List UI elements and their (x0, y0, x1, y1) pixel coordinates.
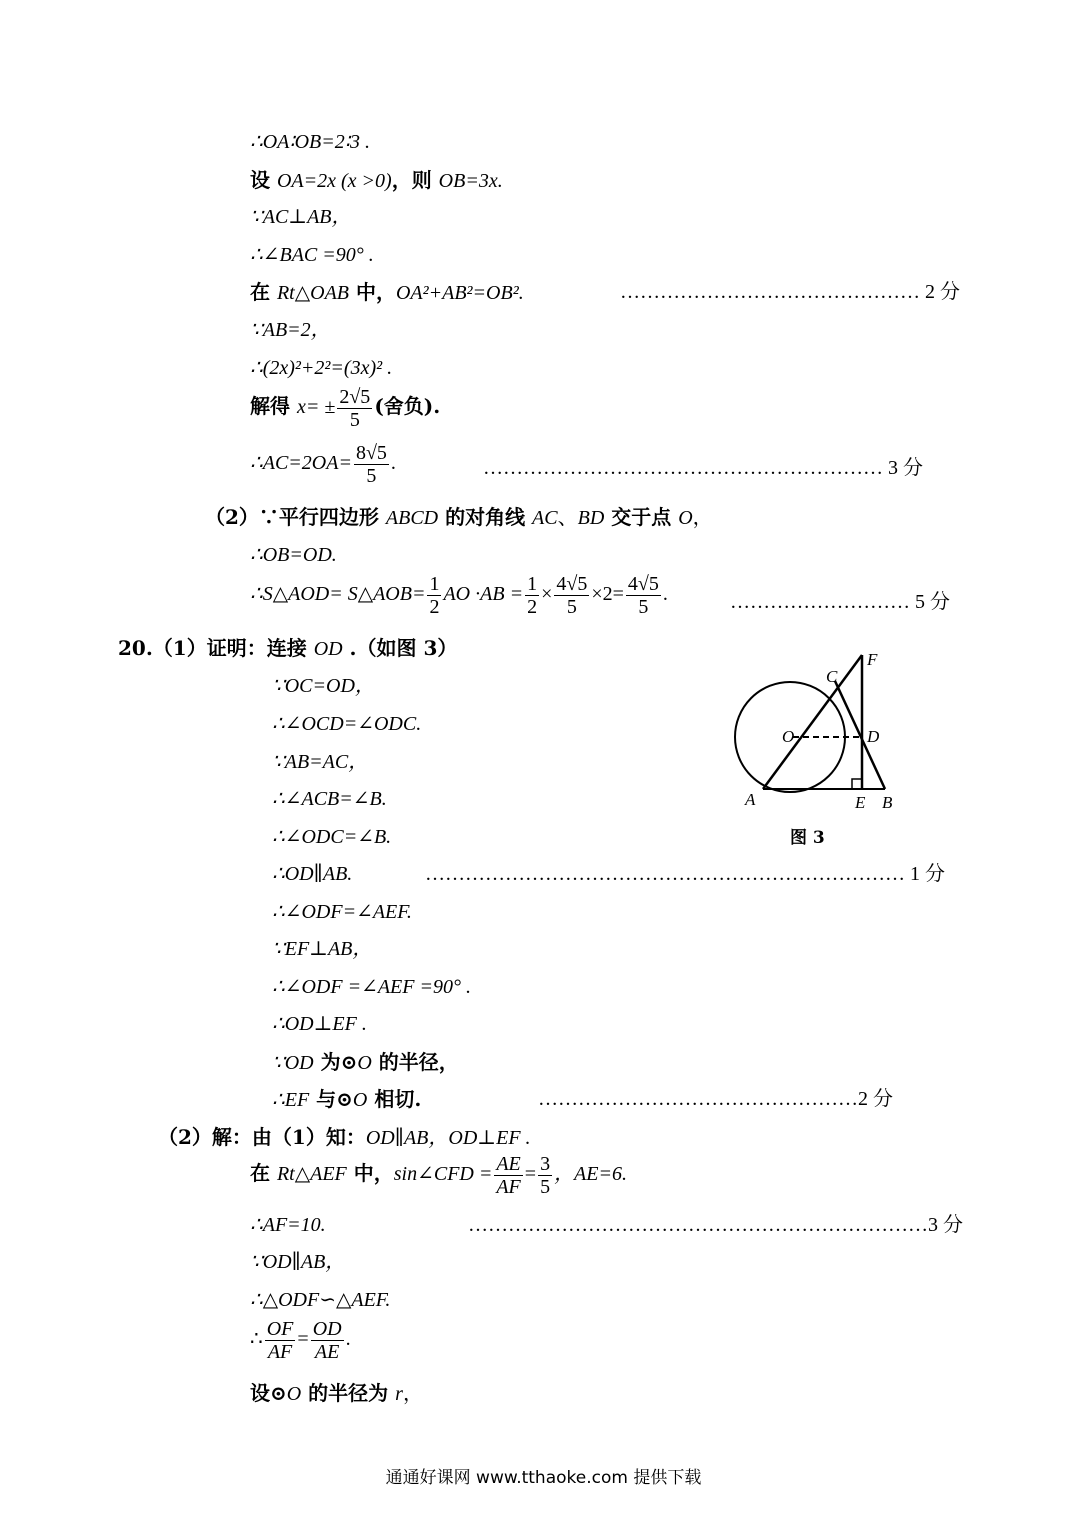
fraction-ae-af (494, 1153, 522, 1198)
point-o: O (678, 507, 693, 529)
line-ab2 (250, 318, 331, 342)
line-sine (250, 1153, 627, 1198)
label-b: B (882, 793, 893, 810)
see-figure: .（如图 3） (342, 636, 458, 660)
label-d: D (867, 727, 880, 746)
equation-text: ∴(2x)²+2²=(3x)² . (250, 357, 393, 379)
line-radius (272, 1050, 459, 1075)
ob-od-text: ∴OB=OD. (250, 544, 337, 566)
solve-label: 解得 (250, 394, 297, 419)
radius-is: 的半径为 (301, 1381, 396, 1405)
diag-label: 的对角线 (438, 505, 533, 529)
sin-cfd: sin∠CFD = (393, 1163, 493, 1186)
fraction-numerator: 1 (429, 573, 440, 595)
pythagoras-eq: OA²+AB²=OB². (395, 282, 524, 304)
line-part2-solution (158, 1125, 531, 1150)
label-c: C (826, 667, 838, 686)
known-facts: OD∥AB，OD⊥EF . (365, 1127, 531, 1149)
fraction-denominator: 5 (354, 464, 389, 487)
line-problem-20 (118, 636, 457, 661)
radius-label: 的半径， (371, 1050, 459, 1074)
od-parallel-ab: ∵OD∥AB， (250, 1251, 346, 1273)
geometry-figure (725, 645, 905, 810)
in-suffix: 中， (349, 280, 396, 304)
times-two: ×2= (591, 583, 624, 606)
triangle-aef: Rt△AEF (276, 1163, 347, 1186)
in-label: 在 (250, 280, 277, 304)
oa-expr: OA=2x (x >0) (276, 170, 392, 192)
figure-caption: 图 3 (790, 828, 825, 848)
line-solve-x (250, 386, 440, 431)
fraction-numerator: 4√5 (627, 573, 659, 595)
fraction-ac (354, 442, 389, 487)
line-ef-perp (272, 937, 372, 961)
angle-odc: ∴∠ODC=∠B. (272, 826, 392, 848)
line-od-ab (250, 1250, 345, 1274)
angle-odf: ∴∠ODF=∠AEF. (272, 901, 412, 923)
ac: AC (532, 507, 558, 529)
point-o: O (352, 1089, 368, 1111)
score-1: ……………………………………………………………… 1 分 (425, 863, 945, 885)
part2-label: （2）∵平行四边形 (205, 505, 386, 529)
equals: = (524, 1163, 537, 1186)
therefore: ∴ (250, 1328, 263, 1351)
fraction-numerator: OF (266, 1318, 294, 1340)
fraction-denominator: 5 (554, 595, 589, 618)
x-expr: x= ± (296, 396, 336, 419)
then-label: ，则 (391, 168, 439, 192)
similar-triangles: ∴△ODF∽△AEF. (250, 1289, 391, 1311)
line-ob-od (250, 543, 337, 567)
line-right-angle (272, 975, 471, 999)
fraction-numerator: 3 (540, 1153, 551, 1175)
line-af (250, 1213, 326, 1237)
fraction-half-1 (427, 573, 441, 618)
score-3: …………………………………………………… 3 分 (483, 457, 923, 479)
line-equation (250, 356, 392, 380)
ratio-text: ∴OA∶OB=2∶3 . (250, 131, 370, 153)
od-perp-ef: ∴OD⊥EF . (272, 1013, 367, 1035)
times: × (541, 583, 553, 606)
ac-perp-text: ∵AC⊥AB， (250, 206, 352, 228)
equals: = (297, 1328, 309, 1351)
point-o: O (357, 1052, 372, 1074)
fraction-half-2 (525, 573, 539, 618)
line-ac-value (250, 442, 396, 487)
line-acb (272, 787, 387, 811)
fraction-numerator: 8√5 (355, 442, 387, 464)
fraction-denominator: 5 (337, 408, 372, 431)
right-angle: ∴∠ODF =∠AEF =90° . (272, 976, 471, 998)
fraction-4root5-b (626, 573, 661, 618)
fraction-denominator: 5 (540, 1176, 551, 1198)
fraction-od-ae (311, 1318, 344, 1363)
line-ocd (272, 712, 421, 736)
fraction-x (337, 386, 372, 431)
line-tangent (272, 1087, 421, 1112)
line-angle-bac (250, 243, 374, 267)
point-o: O (286, 1383, 302, 1405)
fraction-numerator: AE (496, 1153, 521, 1175)
ae-value: ，AE=6. (554, 1163, 627, 1186)
score-2: ……………………………………… 2 分 (620, 281, 960, 303)
ef: ∴EF (272, 1089, 310, 1111)
score-3b: ……………………………………………………………3 分 (468, 1214, 963, 1236)
line-proportion (250, 1318, 351, 1363)
line-area (250, 573, 668, 618)
period: . (662, 583, 668, 606)
fraction-denominator: AE (311, 1340, 344, 1363)
score-2b: …………………………………………2 分 (538, 1088, 893, 1110)
ef-perp-ab: ∵EF⊥AB， (272, 938, 373, 960)
area-expr: ∴S△AOD= S△AOB= (250, 583, 426, 606)
ao-ab: AO ·AB = (443, 583, 524, 606)
discard-note: (舍负). (374, 394, 441, 419)
line-ratio (250, 130, 370, 154)
af-value: ∴AF=10. (250, 1214, 326, 1236)
ab-value: ∵AB=2， (250, 319, 331, 341)
label-e: E (855, 793, 866, 810)
line-odf (272, 900, 412, 924)
angle-ocd: ∴∠OCD=∠ODC. (272, 713, 422, 735)
comma: ， (402, 1383, 423, 1405)
in-label: 在 (250, 1161, 277, 1186)
problem-20-label: 20.（1）证明：连接 (118, 636, 314, 660)
period: . (390, 452, 396, 475)
and-circle: 与⊙ (309, 1087, 353, 1111)
angle-bac-text: ∴∠BAC =90° . (250, 244, 374, 266)
line-set-oa (250, 168, 503, 193)
od: ∵OD (272, 1052, 314, 1074)
ac-expr: ∴AC=2OA= (250, 452, 352, 475)
comma: ， (692, 507, 713, 529)
bd: BD (577, 507, 605, 529)
fraction-denominator: AF (265, 1340, 296, 1363)
triangle-oab: Rt△OAB (276, 282, 349, 304)
right-angle-mark (852, 779, 862, 789)
set-circle: 设⊙ (250, 1381, 287, 1405)
line-pythagoras (250, 280, 524, 305)
label-a: A (745, 790, 756, 809)
line-oc-od (272, 674, 375, 698)
fraction-denominator: 2 (527, 596, 538, 618)
line-ac-perp (250, 205, 352, 229)
is-circle: 为⊙ (313, 1050, 358, 1074)
fraction-numerator: 2√5 (339, 386, 371, 408)
fraction-numerator: 4√5 (556, 573, 588, 595)
period: . (345, 1328, 351, 1351)
line-ab-ac (272, 750, 368, 774)
fraction-numerator: 1 (527, 573, 538, 595)
line-odc (272, 825, 391, 849)
ab-ac: ∵AB=AC， (272, 751, 369, 773)
oc-od: ∵OC=OD， (272, 675, 375, 697)
score-5: ……………………… 5 分 (730, 591, 950, 613)
set-label: 设 (250, 168, 277, 192)
tangent-label: 相切. (367, 1087, 422, 1111)
segment-a-f (763, 655, 862, 789)
fraction-denominator: 2 (429, 596, 440, 618)
part2-solution-label: （2）解：由（1）知： (158, 1125, 366, 1149)
line-od-perp-ef (272, 1012, 367, 1036)
od: OD (313, 638, 343, 660)
label-o: O (782, 727, 795, 746)
line-similar (250, 1288, 390, 1312)
in-suffix: 中， (346, 1161, 394, 1186)
ob-expr: OB=3x. (438, 170, 503, 192)
od-parallel-ab: ∴OD∥AB. (272, 863, 353, 885)
line-parallelogram (205, 505, 713, 530)
fraction-denominator: AF (496, 1176, 521, 1198)
line-set-radius (250, 1381, 423, 1406)
angle-acb: ∴∠ACB=∠B. (272, 788, 387, 810)
r: r (395, 1383, 403, 1405)
fraction-numerator: OD (312, 1318, 342, 1340)
fraction-denominator: 5 (626, 595, 661, 618)
sep: 、 (557, 507, 578, 529)
meet-label: 交于点 (604, 505, 679, 529)
fraction-4root5-a (554, 573, 589, 618)
abcd: ABCD (385, 507, 439, 529)
page-footer: 通通好课网 www.tthaoke.com 提供下载 (385, 1468, 702, 1488)
fraction-3-5 (538, 1153, 552, 1198)
line-od-parallel (272, 862, 352, 886)
label-f: F (867, 650, 878, 669)
fraction-of-af (265, 1318, 296, 1363)
